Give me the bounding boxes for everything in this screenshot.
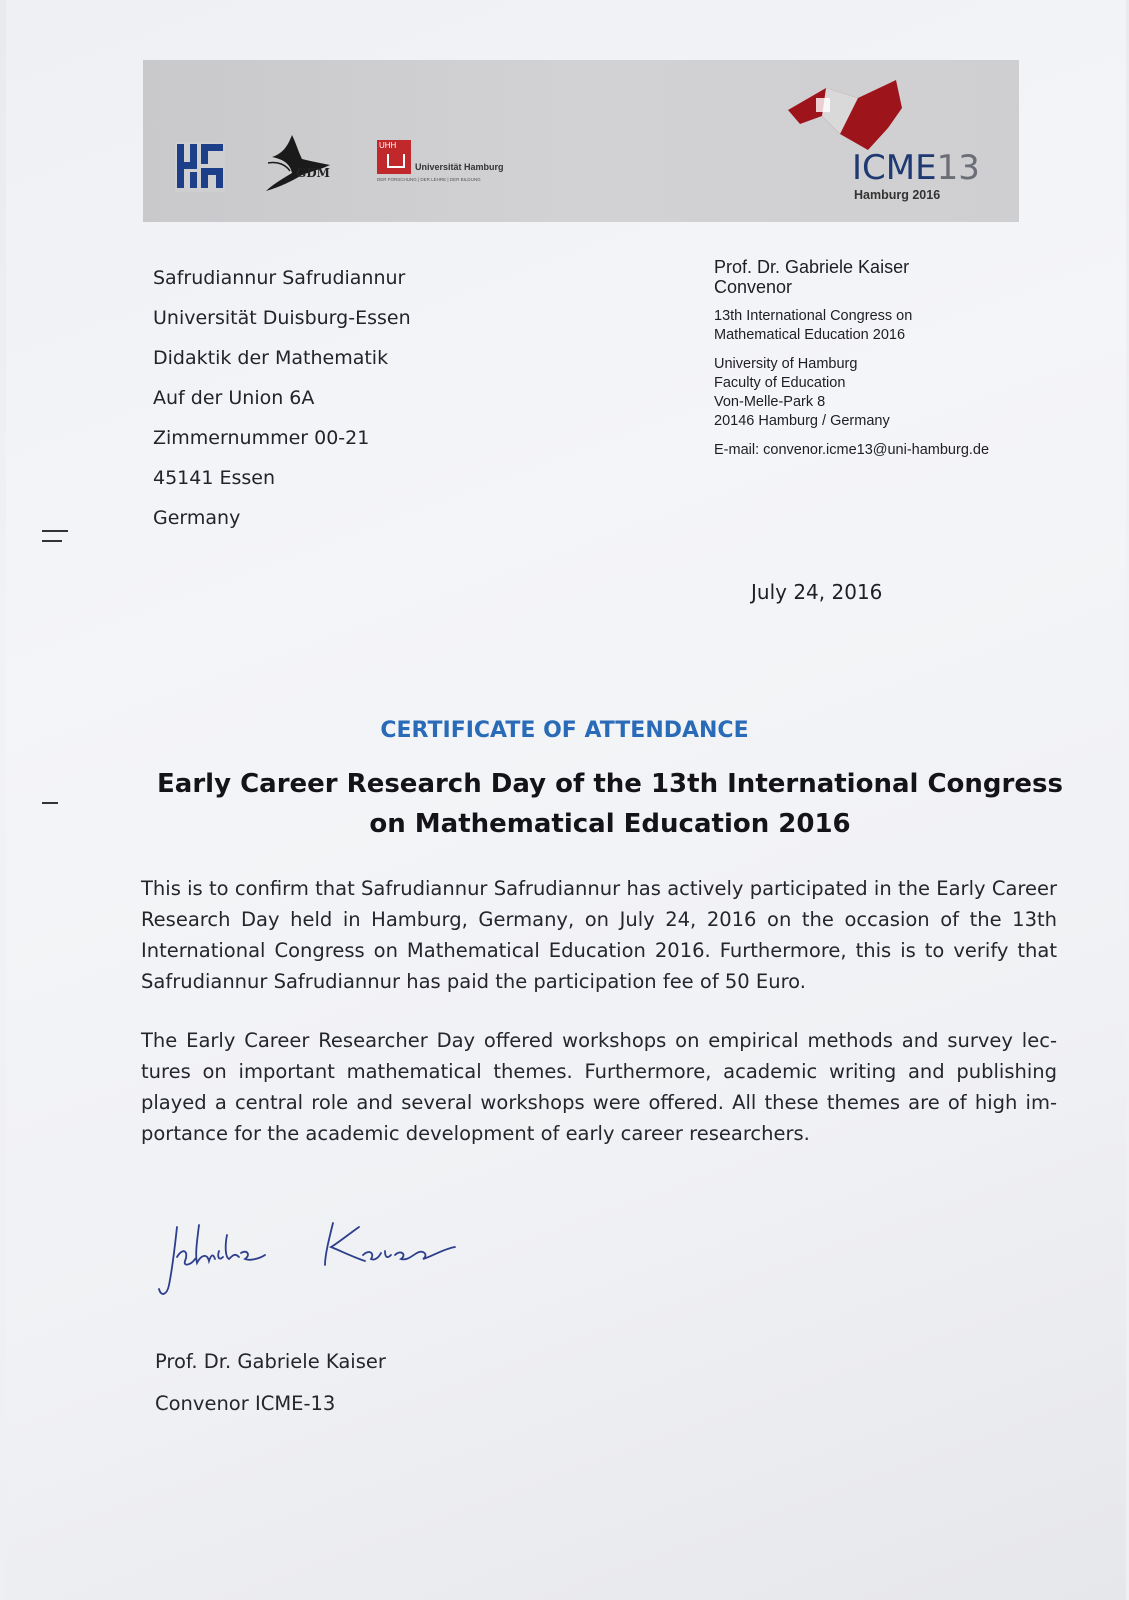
icme-logo-sub: Hamburg 2016	[854, 188, 941, 202]
gdm-logo	[262, 133, 342, 195]
gdm-bird-icon	[262, 133, 342, 195]
sender-street: Von-Melle-Park 8	[714, 394, 826, 410]
recipient-line: Germany	[153, 507, 241, 529]
icme-logo-main	[852, 148, 980, 188]
body-paragraph-1: This is to confirm that Safrudiannur Safrudiannur has actively participated in the Early Career Research Day held in Hamburg, Germany, on July 24, 2016 on the occasion of the 13th International Congress on Mathematical Education 2016. Furthermore, this is to verify that Safrudiannur Safrudiannur has paid the participation fee of 50 Euro.	[141, 877, 1057, 993]
sender-city: 20146 Hamburg / Germany	[714, 413, 890, 429]
icme-logo-word: ICME	[852, 148, 937, 188]
sender-congress-line1: 13th International Congress on	[714, 308, 913, 324]
sender-block	[714, 257, 989, 460]
sender-email: E-mail: convenor.icme13@uni-hamburg.de	[714, 442, 990, 458]
title-line-2: on Mathematical Education 2016	[369, 809, 851, 839]
uhh-logo-abbrev: UHH	[379, 141, 397, 150]
sender-role: Convenor	[714, 277, 793, 297]
recipient-line: Auf der Union 6A	[153, 387, 315, 409]
recipient-line: Universität Duisburg-Essen	[153, 307, 411, 329]
sender-congress-line2: Mathematical Education 2016	[714, 327, 906, 343]
sender-faculty: Faculty of Education	[714, 375, 846, 391]
handwritten-signature	[155, 1215, 485, 1315]
punch-mark	[42, 802, 58, 804]
icme-logo-number: 13	[936, 148, 980, 188]
certificate-title	[150, 764, 1070, 844]
recipient-line: 45141 Essen	[153, 467, 276, 489]
uhh-crest-icon	[377, 140, 411, 174]
icme13-logo	[788, 80, 1008, 210]
letter-date: July 24, 2016	[751, 580, 883, 604]
recipient-line: Didaktik der Mathematik	[153, 347, 389, 369]
signatory-role: Convenor ICME-13	[155, 1392, 336, 1415]
fold-mark	[42, 540, 62, 542]
km-logo-icon	[175, 142, 225, 192]
sender-name: Prof. Dr. Gabriele Kaiser	[714, 257, 910, 277]
certificate-label: CERTIFICATE OF ATTENDANCE	[380, 718, 749, 743]
gdm-logo-text: GDM	[296, 166, 330, 180]
signatory-name: Prof. Dr. Gabriele Kaiser	[155, 1350, 386, 1373]
fold-mark	[42, 530, 68, 532]
recipient-line: Safrudiannur Safrudiannur	[153, 267, 406, 289]
uhh-logo-tagline: DER FORSCHUNG | DER LEHRE | DER BILDUNG	[377, 177, 481, 182]
uhh-logo	[377, 140, 525, 192]
body-paragraph-2: The Early Career Researcher Day offered workshops on empirical methods and survey lectures on important mathematical themes. Furthermore, academic writing and publishing played a central role and several workshops were offered. All these themes are of high importance for the academic development of early career researchers.	[141, 1029, 1057, 1145]
title-line-1: Early Career Research Day of the 13th International Congress	[157, 769, 1063, 799]
recipient-line: Zimmernummer 00-21	[153, 427, 370, 449]
sender-university: University of Hamburg	[714, 356, 858, 372]
uhh-logo-name: Universität Hamburg	[415, 162, 504, 172]
recipient-address	[153, 258, 411, 538]
